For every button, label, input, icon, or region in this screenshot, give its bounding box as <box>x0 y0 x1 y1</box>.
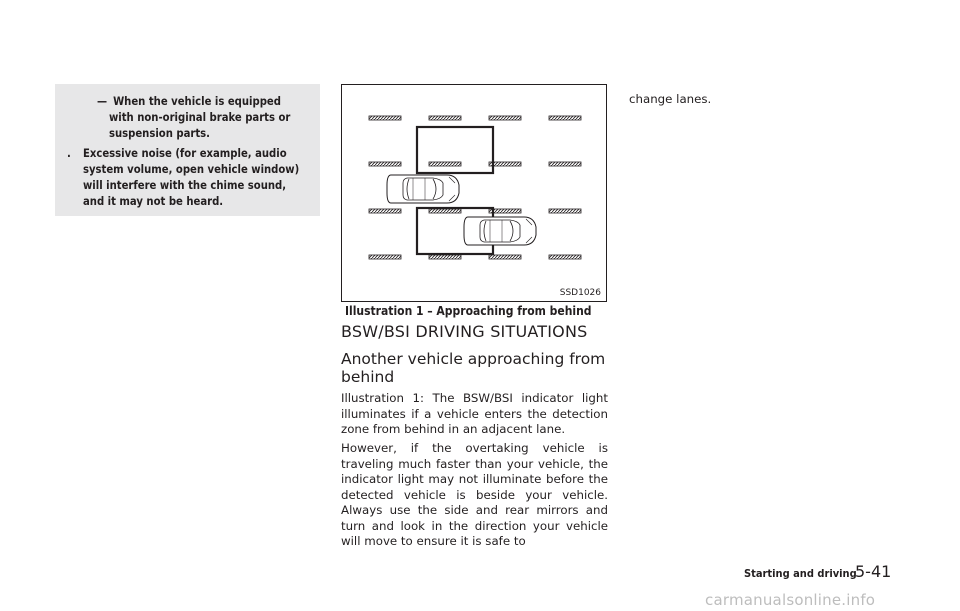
dash-list-item <box>97 94 308 142</box>
page-number: 5-41 <box>855 562 892 581</box>
own-vehicle <box>387 175 459 203</box>
watermark: carmanualsonline.info <box>705 591 876 609</box>
section-heading: BSW/BSI DRIVING SITUATIONS <box>341 322 588 341</box>
paragraph-1: Illustration 1: The BSW/BSI indicator light illuminates if a vehicle enters the detection zone from behind in an adjacent lane. <box>341 391 608 436</box>
dash-item-text: When the vehicle is equipped with non-original brake parts or suspension parts. <box>109 95 291 140</box>
footer-section-label: Starting and driving <box>744 567 857 580</box>
approaching-vehicle <box>464 217 536 245</box>
bullet-marker: . <box>67 147 71 160</box>
dash-marker: — <box>97 95 108 108</box>
lane-diagram <box>342 85 606 301</box>
bullet-list-item <box>67 146 308 210</box>
figure-caption: Illustration 1 – Approaching from behind <box>345 304 592 318</box>
note-box <box>55 84 320 216</box>
illustration-figure <box>341 84 607 302</box>
subsection-heading: Another vehicle approaching from behind <box>341 350 606 386</box>
figure-code: SSD1026 <box>559 288 601 298</box>
continued-text: change lanes. <box>629 92 712 106</box>
bullet-item-text: Excessive noise (for example, audio system volume, open vehicle window) will interfere with the chime sound, and it may not be heard. <box>83 147 300 208</box>
paragraph-2: However, if the overtaking vehicle is traveling much faster than your vehicle, the indicator light may not illuminate before the detected vehicle is beside your vehicle. Always use the side and rear mirrors and turn and look in the direction your vehicle will move to ensure it is safe to <box>341 441 608 548</box>
